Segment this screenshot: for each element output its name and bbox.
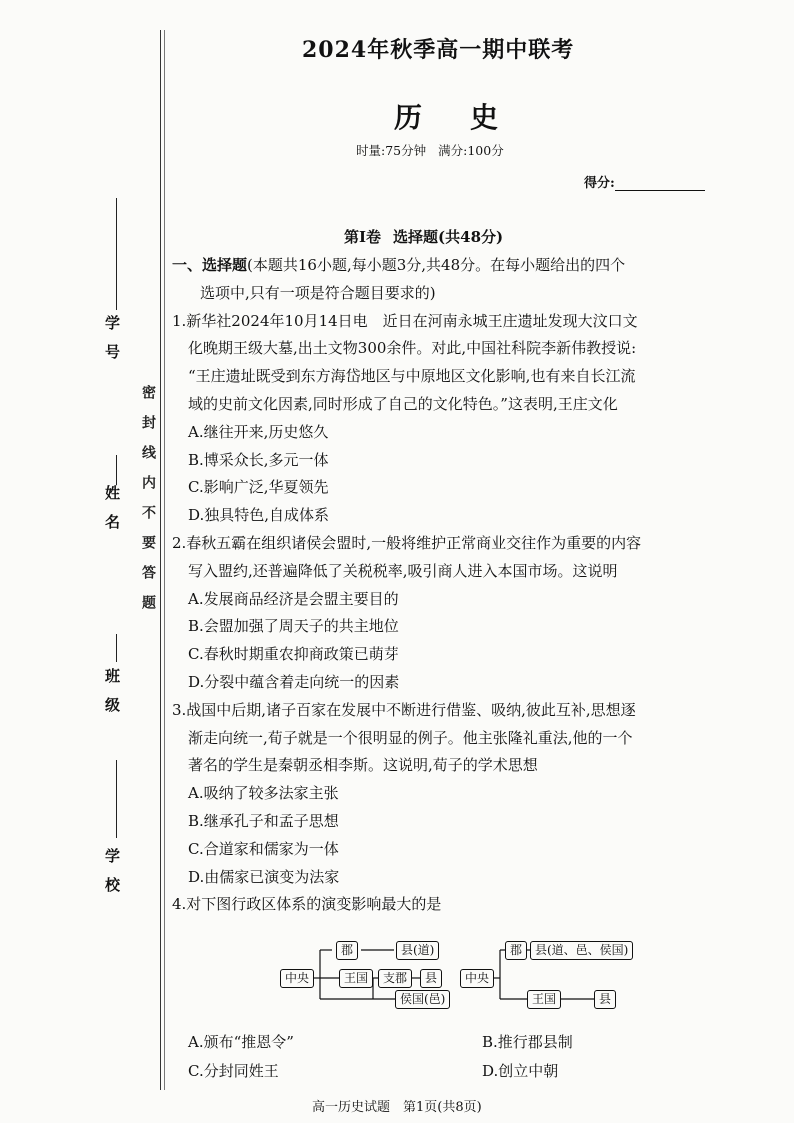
diagram-left-center: 中央: [280, 969, 314, 988]
question-2-option-c[interactable]: C.春秋时期重农抑商政策已萌芽: [188, 645, 399, 664]
question-1-line-1: 1.新华社2024年10月14日电 近日在河南永城王庄遗址发现大汶口文: [172, 311, 638, 330]
section-title: 第Ⅰ卷: [344, 228, 382, 246]
question-3-option-b[interactable]: B.继承孔子和孟子思想: [188, 811, 339, 830]
diagram-right-wangguo: 王国: [527, 990, 561, 1009]
question-3-option-d[interactable]: D.由儒家已演变为法家: [188, 867, 340, 886]
question-4-options-row-1: [188, 1031, 708, 1052]
question-4-option-c[interactable]: C.分封同姓王: [188, 1062, 279, 1080]
binding-line-inner: [164, 30, 165, 1090]
question-2-option-d[interactable]: D.分裂中蕴含着走向统一的因素: [188, 672, 400, 691]
instruction-line-1: [172, 252, 732, 280]
question-3-line-3: 著名的学生是秦朝丞相李斯。这说明,荀子的学术思想: [188, 756, 538, 775]
diagram-left-houguo: 侯国(邑): [395, 990, 450, 1009]
question-2-line-1: 2.春秋五霸在组织诸侯会盟时,一般将维护正常商业交往作为重要的内容: [172, 533, 642, 552]
question-1-option-b[interactable]: B.博采众长,多元一体: [188, 450, 329, 469]
student-id-line: [116, 198, 117, 310]
class-label: 班级: [103, 668, 121, 726]
binding-margin: [0, 0, 170, 1123]
diagram-left-zhijun: 支郡: [378, 969, 412, 988]
subject-title: 历史: [394, 101, 547, 134]
admin-system-diagram: [272, 936, 632, 1016]
class-line: [116, 634, 117, 662]
question-3-option-a[interactable]: A.吸纳了较多法家主张: [188, 784, 339, 803]
question-4-options-row-2: [188, 1060, 708, 1081]
school-field[interactable]: [102, 848, 130, 906]
question-4-option-a[interactable]: A.颁布“推恩令”: [188, 1033, 294, 1051]
question-3-option-c[interactable]: C.合道家和儒家为一体: [188, 839, 339, 858]
school-label: 学校: [103, 848, 121, 906]
instruction-head: 一、选择题: [172, 256, 248, 274]
score-label: 得分:: [584, 176, 615, 191]
diagram-right-xian: 县: [594, 990, 616, 1009]
question-3-line-1: 3.战国中后期,诸子百家在发展中不断进行借鉴、吸纳,彼此互补,思想逐: [172, 700, 636, 719]
question-1-line-4: 域的史前文化因素,同时形成了自己的文化特色。”这表明,王庄文化: [188, 394, 618, 413]
question-body: [172, 252, 732, 919]
question-4-option-b[interactable]: B.推行郡县制: [482, 1033, 573, 1051]
question-2-line-2: 写入盟约,还普遍降低了关税税率,吸引商人进入本国市场。这说明: [188, 561, 618, 580]
class-field[interactable]: [102, 668, 130, 726]
question-3-line-2: 渐走向统一,荀子就是一个很明显的例子。他主张隆礼重法,他的一个: [188, 728, 633, 747]
exam-title: 2024年秋季高一期中联考: [302, 37, 575, 63]
instruction-text-1: (本题共16小题,每小题3分,共48分。在每小题给出的四个: [247, 256, 626, 274]
name-label: 姓名: [103, 485, 121, 543]
section-heading: [344, 226, 503, 247]
full-score: 满分:100分: [438, 143, 504, 158]
binding-line: [160, 30, 161, 1090]
question-4-option-d[interactable]: D.创立中朝: [482, 1062, 559, 1080]
question-2-option-b[interactable]: B.会盟加强了周天子的共主地位: [188, 617, 399, 636]
name-field[interactable]: [102, 485, 130, 543]
question-1-option-d[interactable]: D.独具特色,自成体系: [188, 506, 330, 525]
section-subtitle: 选择题(共48分): [393, 228, 504, 246]
question-1-option-a[interactable]: A.继往开来,历史悠久: [188, 422, 329, 441]
score-blank[interactable]: [615, 178, 705, 191]
diagram-left-xian: 县: [420, 969, 442, 988]
exam-meta: [356, 141, 504, 159]
school-line: [116, 760, 117, 838]
question-1-line-3: “王庄遗址既受到东方海岱地区与中原地区文化影响,也有来自长江流: [188, 367, 636, 386]
question-4-line-1: 4.对下图行政区体系的演变影响最大的是: [172, 895, 442, 914]
instruction-line-2: 选项中,只有一项是符合题目要求的): [200, 283, 436, 302]
page-footer: 高一历史试题 第1页(共8页): [312, 1100, 482, 1115]
diagram-right-jun: 郡: [505, 941, 527, 960]
seal-notice: 密封线内不要答题: [140, 385, 156, 625]
diagram-left-xian-dao: 县(道): [396, 941, 439, 960]
diagram-left-wangguo: 王国: [339, 969, 373, 988]
score-field[interactable]: [584, 172, 705, 191]
question-1-line-2: 化晚期王级大墓,出土文物300余件。对此,中国社科院李新伟教授说:: [188, 339, 637, 358]
question-1-option-c[interactable]: C.影响广泛,华夏领先: [188, 478, 329, 497]
student-id-field[interactable]: [102, 315, 130, 373]
diagram-right-xian-multi: 县(道、邑、侯国): [530, 941, 633, 960]
diagram-right-center: 中央: [460, 969, 494, 988]
diagram-left-jun: 郡: [336, 941, 358, 960]
student-id-label: 学号: [103, 315, 121, 373]
question-2-option-a[interactable]: A.发展商品经济是会盟主要目的: [188, 589, 399, 608]
exam-time: 时量:75分钟: [356, 143, 427, 158]
name-line: [116, 455, 117, 485]
